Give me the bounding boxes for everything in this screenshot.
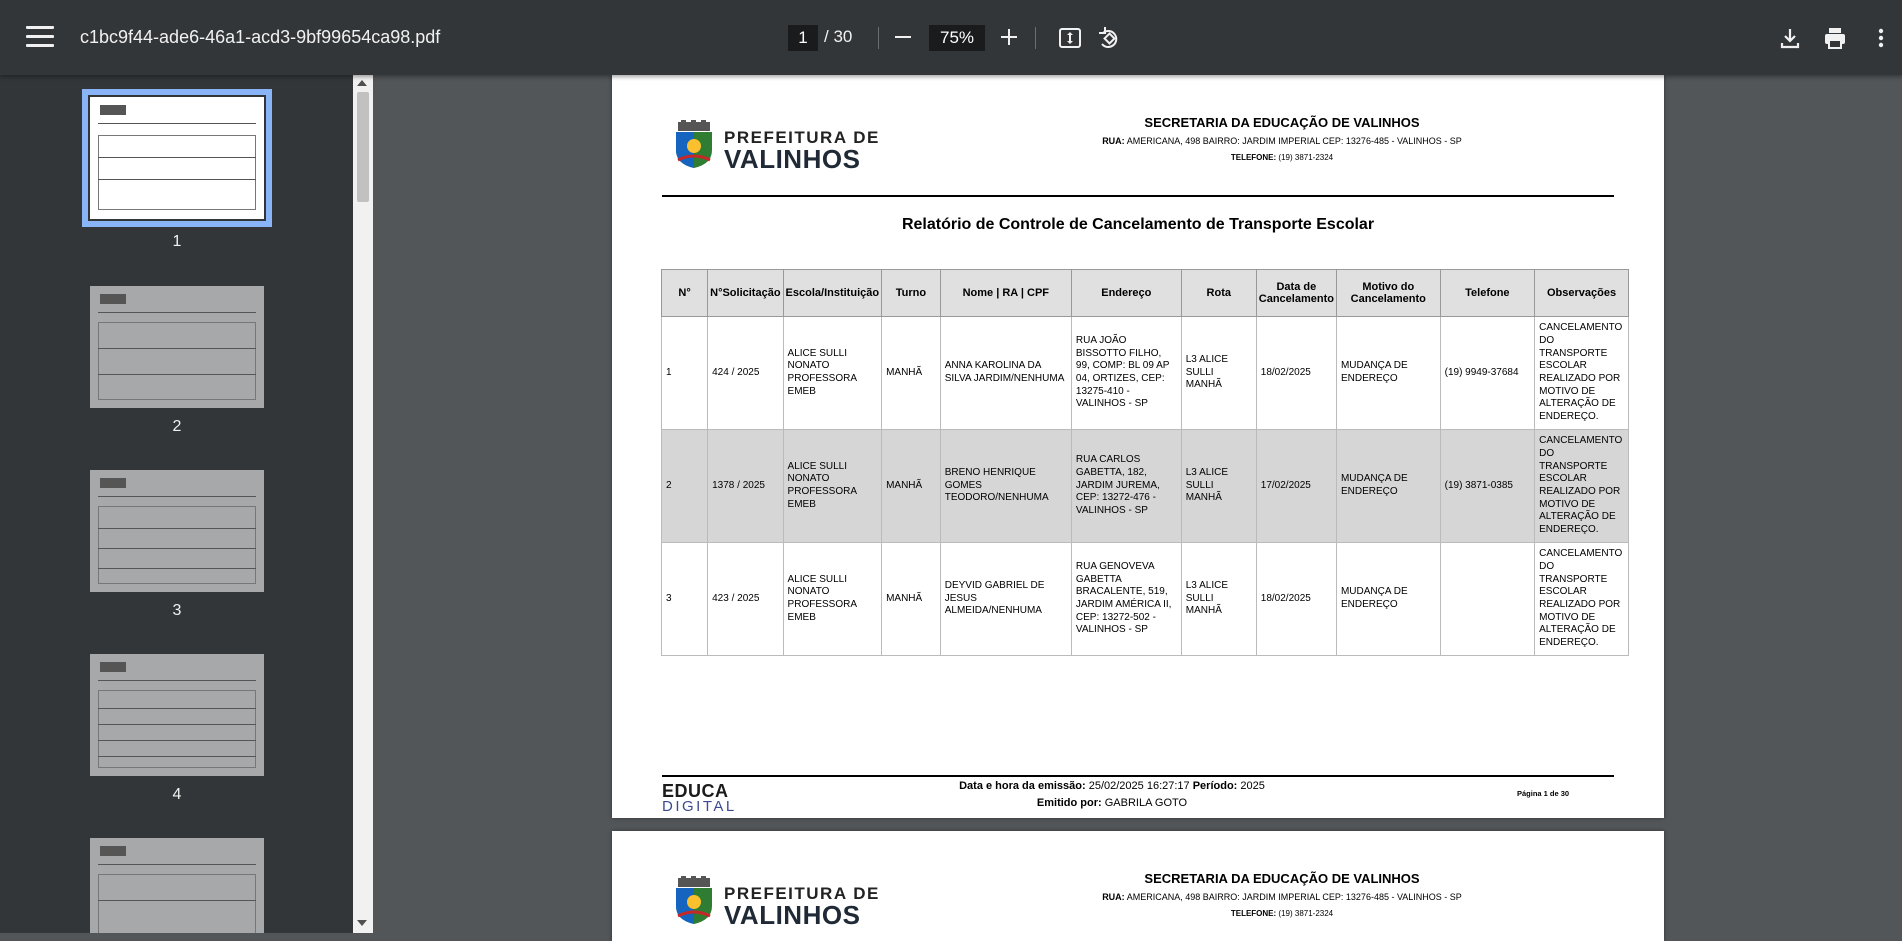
table-cell: DEYVID GABRIEL DE JESUS ALMEIDA/NENHUMA — [940, 543, 1071, 656]
minus-icon — [895, 36, 911, 38]
table-cell: ALICE SULLI NONATO PROFESSORA EMEB — [783, 317, 882, 430]
emitted-by-line: Emitido por: GABRILA GOTO — [1036, 797, 1188, 809]
thumbnail-label: 2 — [172, 418, 182, 435]
city-crest-icon — [672, 120, 716, 170]
thumbnail-page-4[interactable] — [90, 654, 264, 804]
table-cell: 424 / 2025 — [708, 317, 783, 430]
column-header: N°Solicitação — [708, 270, 783, 317]
header-title: SECRETARIA DA EDUCAÇÃO DE VALINHOS — [1144, 115, 1420, 130]
menu-icon[interactable] — [26, 26, 54, 48]
toolbar-divider — [878, 27, 879, 49]
more-options-icon[interactable] — [1867, 24, 1895, 52]
sidebar-scrollbar-thumb[interactable] — [357, 92, 369, 202]
table-cell: MANHÃ — [882, 317, 941, 430]
thumbnail-page-2[interactable] — [90, 286, 264, 436]
table-cell: CANCELAMENTO DO TRANSPORTE ESCOLAR REALIZADO POR MOTIVO DE ALTERAÇÃO DE ENDEREÇO. — [1535, 317, 1629, 430]
table-cell: MANHÃ — [882, 543, 941, 656]
table-header-row — [662, 270, 1629, 317]
header-rule — [662, 195, 1614, 197]
scroll-down-arrow-icon[interactable] — [357, 920, 367, 926]
column-header: Endereço — [1071, 270, 1181, 317]
table-cell: 18/02/2025 — [1256, 543, 1336, 656]
thumbnail-label: 4 — [172, 786, 182, 803]
table-cell — [1440, 543, 1535, 656]
sidebar-scrollbar[interactable] — [353, 75, 373, 933]
prefeitura-logo — [672, 120, 880, 174]
table-cell: L3 ALICE SULLI MANHÃ — [1181, 317, 1256, 430]
download-icon[interactable] — [1776, 24, 1804, 52]
footer-emission-info — [852, 780, 1372, 814]
header-title: SECRETARIA DA EDUCAÇÃO DE VALINHOS — [1144, 871, 1420, 886]
column-header: Telefone — [1440, 270, 1535, 317]
table-cell: L3 ALICE SULLI MANHÃ — [1181, 430, 1256, 543]
table-cell: RUA CARLOS GABETTA, 182, JARDIM JUREMA, CEP: 13272-476 - VALINHOS - SP — [1071, 430, 1181, 543]
prefeitura-logo — [672, 876, 880, 930]
zoom-out-button[interactable] — [888, 24, 918, 52]
document-title: c1bc9f44-ade6-46a1-acd3-9bf99654ca98.pdf — [80, 27, 441, 47]
table-cell: 1 — [662, 317, 708, 430]
header-address: RUA: AMERICANA, 498 BAIRRO: JARDIM IMPERIAL CEP: 13276-485 - VALINHOS - SP — [1102, 136, 1462, 146]
thumbnail-page-3[interactable] — [90, 470, 264, 620]
table-cell: ANNA KAROLINA DA SILVA JARDIM/NENHUMA — [940, 317, 1071, 430]
column-header: Turno — [882, 270, 941, 317]
city-crest-icon — [672, 876, 716, 926]
table-cell: ALICE SULLI NONATO PROFESSORA EMEB — [783, 430, 882, 543]
table-cell: 18/02/2025 — [1256, 317, 1336, 430]
thumbnail-image — [90, 470, 264, 592]
pdf-page-1 — [612, 75, 1664, 818]
page-indicator: Página 1 de 30 — [1517, 789, 1570, 798]
table-cell: MUDANÇA DE ENDEREÇO — [1336, 543, 1440, 656]
zoom-in-button[interactable] — [999, 24, 1019, 52]
column-header: Nome | RA | CPF — [940, 270, 1071, 317]
column-header: Escola/Instituição — [783, 270, 882, 317]
thumbnail-image — [90, 97, 264, 219]
toolbar-divider — [1035, 27, 1036, 49]
thumbnail-sidebar — [0, 75, 353, 933]
table-cell: L3 ALICE SULLI MANHÃ — [1181, 543, 1256, 656]
pdf-toolbar — [0, 0, 1902, 75]
table-cell: MANHÃ — [882, 430, 941, 543]
scroll-up-arrow-icon[interactable] — [357, 80, 367, 86]
report-table — [661, 269, 1629, 656]
table-row — [662, 543, 1629, 656]
emission-line: Data e hora da emissão: 25/02/2025 16:27:17 Período: 2025 — [959, 780, 1265, 792]
column-header: N° — [662, 270, 708, 317]
educa-digital-logo: EDUCA DIGITAL — [662, 781, 737, 815]
header-phone: TELEFONE: (19) 3871-2324 — [1230, 153, 1334, 162]
table-row — [662, 430, 1629, 543]
document-header — [1102, 871, 1462, 918]
table-cell: 1378 / 2025 — [708, 430, 783, 543]
thumbnail-label: 1 — [172, 233, 182, 250]
thumbnail-label: 3 — [172, 602, 182, 619]
logo-line1: PREFEITURA DE — [724, 884, 880, 903]
page-total: / 30 — [824, 27, 853, 46]
document-header — [1102, 115, 1462, 162]
table-cell: RUA JOÃO BISSOTTO FILHO, 99, COMP: BL 09 AP 04, ORTIZES, CEP: 13275-410 - VALINHOS - SP — [1071, 317, 1181, 430]
logo-line2: VALINHOS — [724, 900, 861, 930]
table-cell: BRENO HENRIQUE GOMES TEODORO/NENHUMA — [940, 430, 1071, 543]
table-cell: 17/02/2025 — [1256, 430, 1336, 543]
table-cell: 2 — [662, 430, 708, 543]
footer-rule — [662, 775, 1614, 777]
table-cell: RUA GENOVEVA GABETTA BRACALENTE, 519, JARDIM AMÉRICA II, CEP: 13272-502 - VALINHOS - SP — [1071, 543, 1181, 656]
table-cell: 423 / 2025 — [708, 543, 783, 656]
column-header: Observações — [1535, 270, 1629, 317]
table-cell: MUDANÇA DE ENDEREÇO — [1336, 317, 1440, 430]
zoom-input[interactable] — [929, 25, 985, 51]
column-header: Rota — [1181, 270, 1256, 317]
rotate-icon[interactable] — [1095, 24, 1123, 52]
table-cell: CANCELAMENTO DO TRANSPORTE ESCOLAR REALIZADO POR MOTIVO DE ALTERAÇÃO DE ENDEREÇO. — [1535, 430, 1629, 543]
pdf-page-2 — [612, 831, 1664, 941]
table-cell: ALICE SULLI NONATO PROFESSORA EMEB — [783, 543, 882, 656]
table-cell: (19) 9949-37684 — [1440, 317, 1535, 430]
thumbnail-image — [90, 654, 264, 776]
thumbnail-page-1[interactable] — [90, 97, 264, 251]
table-row — [662, 317, 1629, 430]
column-header: Motivo do Cancelamento — [1336, 270, 1440, 317]
table-cell: MUDANÇA DE ENDEREÇO — [1336, 430, 1440, 543]
thumbnail-image — [90, 286, 264, 408]
thumbnail-image — [90, 838, 264, 933]
thumbnail-page-5[interactable] — [90, 838, 264, 933]
logo-line1: PREFEITURA DE — [724, 128, 880, 147]
table-cell: 3 — [662, 543, 708, 656]
page-number-input[interactable] — [788, 25, 818, 51]
column-header: Data de Cancelamento — [1256, 270, 1336, 317]
logo-line2: VALINHOS — [724, 144, 861, 174]
print-icon[interactable] — [1821, 24, 1849, 52]
fit-page-icon[interactable] — [1056, 24, 1084, 52]
header-address: RUA: AMERICANA, 498 BAIRRO: JARDIM IMPERIAL CEP: 13276-485 - VALINHOS - SP — [1102, 892, 1462, 902]
table-cell: CANCELAMENTO DO TRANSPORTE ESCOLAR REALIZADO POR MOTIVO DE ALTERAÇÃO DE ENDEREÇO. — [1535, 543, 1629, 656]
header-phone: TELEFONE: (19) 3871-2324 — [1230, 909, 1334, 918]
table-cell: (19) 3871-0385 — [1440, 430, 1535, 543]
report-title: Relatório de Controle de Cancelamento de Transporte Escolar — [901, 216, 1375, 233]
